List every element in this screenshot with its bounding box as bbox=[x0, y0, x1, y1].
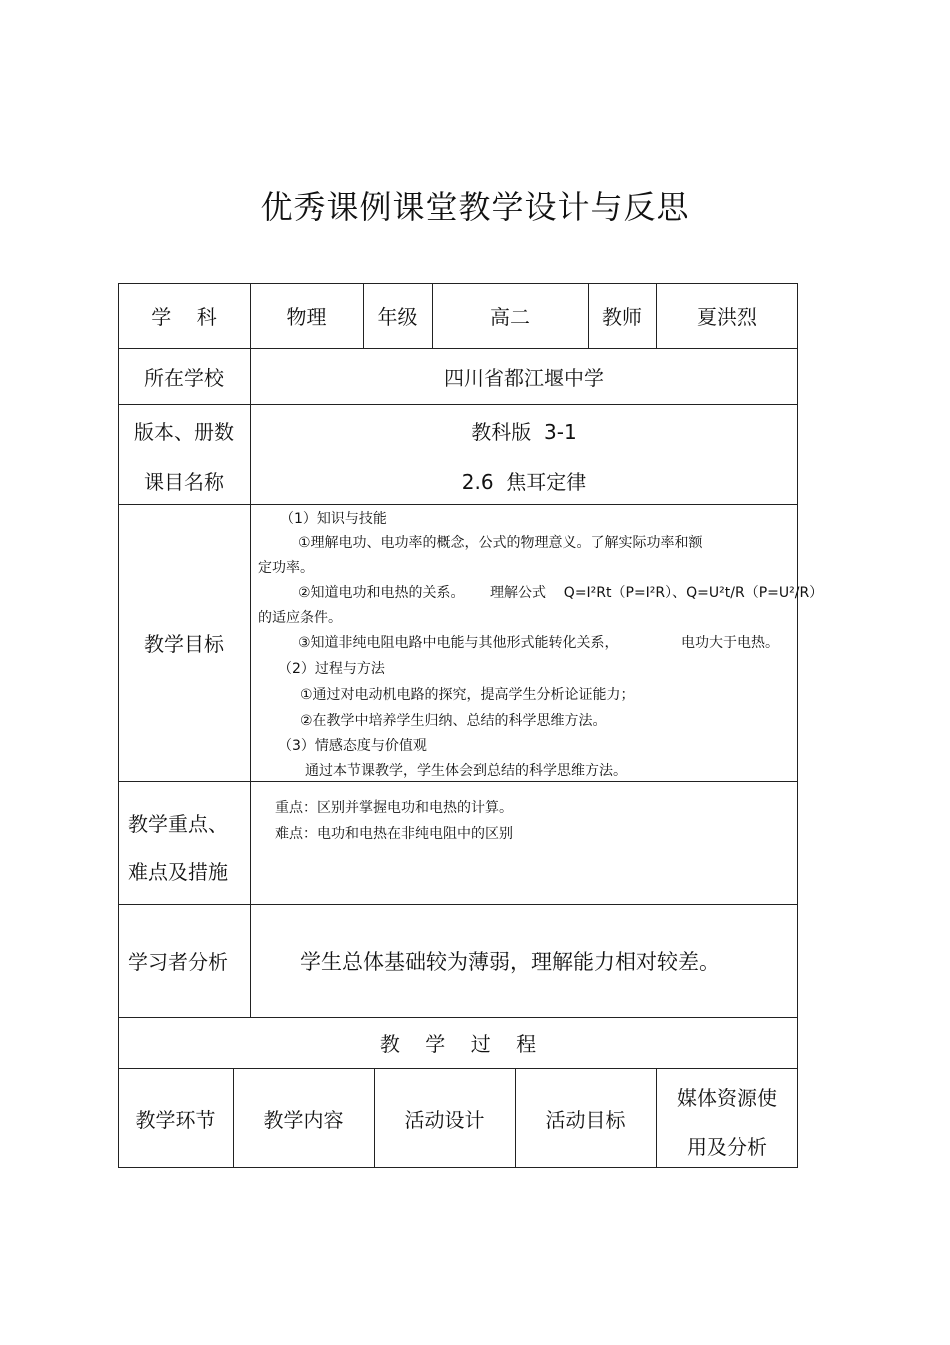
objective-line: ②知道电功和电热的关系。 bbox=[298, 585, 465, 601]
process-header: 教 学 过 程 bbox=[379, 1032, 537, 1056]
objective-line: ①理解电功、电功率的概念，公式的物理意义。了解实际功率和额 bbox=[298, 535, 703, 551]
difficulty-point: 难点：电功和电热在非纯电阻中的区别 bbox=[275, 826, 513, 842]
column-media-line2: 用及分析 bbox=[687, 1134, 767, 1159]
objectives-label: 教学目标 bbox=[144, 632, 224, 656]
objective-line: 理解公式 Q=I²Rt（P=I²R）、Q=U²t/R（P=U²/R） bbox=[490, 585, 824, 601]
grade-label: 年级 bbox=[377, 305, 418, 329]
objective-line: 通过本节课教学，学生体会到总结的科学思维方法。 bbox=[305, 763, 627, 779]
objective-line: ②在教学中培养学生归纳、总结的科学思维方法。 bbox=[300, 713, 607, 729]
lesson-value: 2.6 焦耳定律 bbox=[461, 469, 587, 494]
school-value: 四川省都江堰中学 bbox=[444, 365, 604, 390]
objective-line: （1）知识与技能 bbox=[280, 511, 387, 527]
learner-label: 学习者分析 bbox=[128, 950, 228, 974]
keypoints-label-line2: 难点及措施 bbox=[128, 859, 228, 884]
column-activity-goal: 活动目标 bbox=[545, 1107, 626, 1132]
column-activity-design: 活动设计 bbox=[404, 1107, 485, 1132]
objective-line: 定功率。 bbox=[258, 560, 314, 576]
grade-value: 高二 bbox=[490, 305, 530, 329]
objective-line: ①通过对电动机电路的探究，提高学生分析论证能力； bbox=[300, 687, 635, 703]
teacher-label: 教师 bbox=[602, 305, 642, 329]
column-media-line1: 媒体资源使 bbox=[677, 1085, 777, 1110]
subject-value: 物理 bbox=[286, 305, 327, 329]
page-title: 优秀课例课堂教学设计与反思 bbox=[260, 188, 690, 226]
edition-label: 版本、册数 bbox=[134, 419, 234, 444]
column-teaching-stage: 教学环节 bbox=[135, 1107, 216, 1132]
school-label: 所在学校 bbox=[144, 365, 224, 390]
objective-line: ③知道非纯电阻电路中电能与其他形式能转化关系， bbox=[298, 635, 619, 651]
learner-analysis: 学生总体基础较为薄弱，理解能力相对较差。 bbox=[300, 949, 720, 974]
objective-line: （3）情感态度与价值观 bbox=[278, 738, 427, 754]
objective-line: 的适应条件。 bbox=[258, 610, 342, 626]
subject-label: 学 科 bbox=[151, 305, 217, 329]
lesson-label: 课目名称 bbox=[144, 469, 224, 494]
objective-line: （2）过程与方法 bbox=[278, 661, 385, 677]
edition-value: 教科版 3-1 bbox=[471, 419, 577, 444]
row-divider bbox=[118, 781, 798, 782]
row-divider bbox=[118, 404, 798, 405]
keypoints-label-line1: 教学重点、 bbox=[128, 811, 228, 836]
key-point: 重点：区别并掌握电功和电热的计算。 bbox=[275, 800, 513, 816]
teacher-value: 夏洪烈 bbox=[697, 305, 757, 329]
objective-line: 电功大于电热。 bbox=[681, 635, 779, 651]
column-teaching-content: 教学内容 bbox=[263, 1107, 344, 1132]
